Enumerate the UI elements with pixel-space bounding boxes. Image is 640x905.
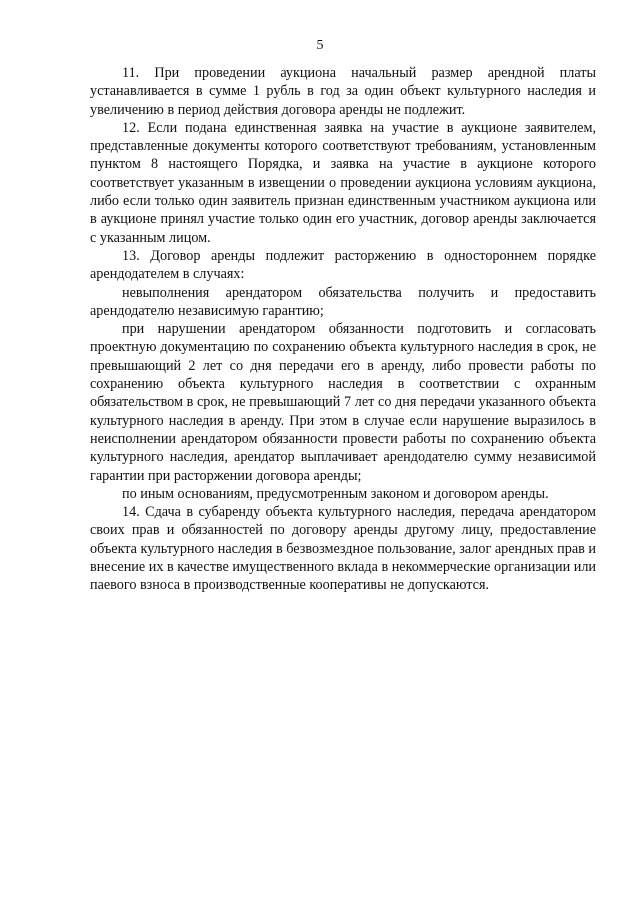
paragraph-13-case-preservation: при нарушении арендатором обязанности подготовить и согласовать проектную документацию по сохранению объекта культурного наследия в срок, не превышающий 2 лет со дня передачи его в аренду, либо провести работы по сохранению объекта культурного наследия в соответствии с охранным обязательством в срок, не превышающий 7 лет со дня передачи указанного объекта культурного наследия в аренду. При этом в случае если нарушение выразилось в неисполнении арендатором обязанности провести работы по сохранению объекта культурного наследия, арендатор выплачивает арендодателю сумму независимой гарантии при расторжении договора аренды; — [90, 321, 596, 484]
paragraph-12: 12. Если подана единственная заявка на участие в аукционе заявителем, представленные документы которого соответствуют требованиям, установленным пунктом 8 настоящего Порядка, и заявка на участие в аукционе которого соответствует указанным в извещении о проведении аукциона условиям аукциона, либо если только один заявитель признан единственным участником аукциона или в аукционе принял участие только один его участник, договор аренды заключается с указанным лицом. — [90, 119, 596, 246]
paragraph-11: 11. При проведении аукциона начальный размер арендной платы устанавливается в сумме 1 рубль в год за один объект культурного наследия и увеличению в период действия договора аренды не подлежит. — [90, 65, 596, 118]
page-number: 5 — [316, 38, 324, 53]
paragraph-13-case-guarantee: невыполнения арендатором обязательства получить и предоставить арендодателю независимую гарантию; — [90, 284, 596, 319]
paragraph-13: 13. Договор аренды подлежит расторжению в одностороннем порядке арендодателем в случаях: — [90, 247, 596, 283]
paragraph-14: 14. Сдача в субаренду объекта культурного наследия, передача арендатором своих прав и обязанностей по договору аренды другому лицу, предоставление объекта культурного наследия в безвозмездное пользование, залог арендных прав и внесение их в качестве имущественного вклада в некоммерческие организации или паевого взноса в производственные кооперативы не допускаются. — [90, 504, 596, 594]
document-body — [90, 64, 596, 595]
paragraph-13-case-other: по иным основаниям, предусмотренным законом и договором аренды. — [122, 485, 549, 502]
